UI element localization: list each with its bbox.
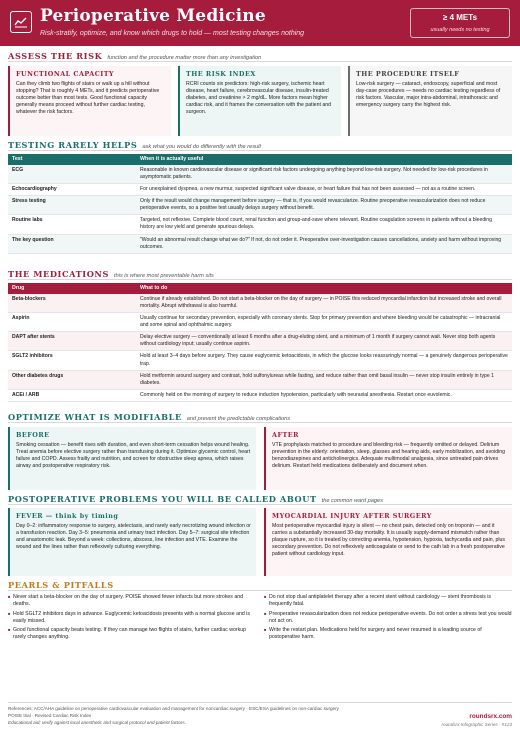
list-item: ■ Good functional capacity beats testing. If they can manage two flights of stairs, further cardiac workup rarely changes anything. (8, 627, 256, 641)
section-subtitle: ask what you would do differently with the result (142, 144, 261, 150)
table-row (8, 332, 512, 351)
card-text: Day 0–2: inflammatory response to surgery, atelectasis, and rarely early necrotizing wound infection or a transfusion reaction. Day 3–5: pneumonia and urinary tract infection. Day 5–7: surgical site infection and anastomotic leak. Beyond a week: collections, abscess, line infection and VTE. Examine the wound and the lines rather than reflexively culturing everything. (16, 522, 251, 551)
page-title: Perioperative Medicine (40, 6, 266, 26)
section-title: POSTOPERATIVE PROBLEMS YOU WILL BE CALLED ABOUT (8, 494, 317, 504)
card-title: AFTER (272, 431, 299, 439)
badge-sub: usually needs no testing (430, 26, 490, 33)
table-row (8, 389, 512, 401)
card-title: THE PROCEDURE ITSELF (356, 70, 460, 78)
card-text: VTE prophylaxis matched to procedure and bleeding risk — frequently omitted or delayed. Delirium prevention in the elderly: orientation, sleep, glasses and hearing aids, early mobilization, and avoiding benzodiazepines and anticholinergics. Adequate multimodal analgesia, since untreated pain drives delirium. Restart held medications deliberately and document when. (272, 441, 506, 470)
cell-action: Commonly held on the morning of surgery to reduce induction hypotension, particularly with neuraxial anesthesia. Restart once euvolemic. (136, 389, 512, 401)
list-item: ■ Write the restart plan. Medications held for surgery and never resumed is a leading source of postoperative harm. (264, 627, 512, 641)
card-text: Can they climb two flights of stairs or walk up a hill without stopping? That is roughly 4 METs, and it predicts perioperative outcome better than most tests. Good functional capacity generally means proceed without further cardiac testing, whatever the risk factors. (16, 80, 160, 116)
card-mins (264, 508, 512, 576)
section-subtitle: this is where most preventable harm sits (114, 273, 214, 279)
cell-action: Hold at least 3–4 days before surgery. They cause euglycemic ketoacidosis, in which the glucose looks reassuringly normal — a genuinely dangerous perioperative trap. (136, 351, 512, 370)
section-subtitle: function and the procedure matter more than any investigation (107, 55, 262, 61)
section-subtitle: and prevent the predictable complications (186, 416, 291, 422)
cell-action: Delay elective surgery — conventionally at least 6 months after a drug-eluting stent, and a minimum of 1 month if surgery cannot wait. Never stop both agents without cardiology input; usually continue aspirin. (136, 332, 512, 351)
pitfalls-right-list (264, 594, 512, 644)
references: References: ACC/AHA guideline on perioperative cardiovascular evaluation and management for noncardiac surgery · ESC/ESA guidelines on non-cardiac surgery (8, 706, 339, 711)
cell-drug: ACEi / ARB (8, 389, 136, 401)
cell-drug: SGLT2 inhibitors (8, 351, 136, 370)
clipboard-chart-icon (10, 11, 32, 33)
page-subtitle: Risk-stratify, optimize, and know which drugs to hold — most testing changes nothing (40, 30, 305, 37)
list-item: ■ Never start a beta-blocker on the day of surgery. POISE showed fewer infarcts but more strokes and deaths. (8, 594, 256, 608)
section-title: ASSESS THE RISK (8, 51, 103, 61)
cell-use: "Would an abnormal result change what we do?" If not, do not order it. Preoperative over-investigation causes cancellations, anxiety and harm without improving outcomes. (136, 234, 512, 253)
section-title: THE MEDICATIONS (8, 269, 110, 279)
section-assess-heading (8, 51, 512, 62)
cell-drug: Aspirin (8, 312, 136, 331)
section-pitfalls-heading (8, 580, 512, 591)
card-title: THE RISK INDEX (186, 70, 256, 78)
cell-drug: DAPT after stents (8, 332, 136, 351)
card-fever (8, 508, 256, 576)
table-row (8, 196, 512, 215)
cell-test: Routine labs (8, 215, 136, 234)
card-title: MYOCARDIAL INJURY AFTER SURGERY (272, 512, 432, 520)
cell-action: Usually continue for secondary prevention, especially with coronary stents. Stop for primary prevention and where bleeding would be catastrophic — intracranial and some spinal and ophthalmic surgery. (136, 312, 512, 331)
testing-table (8, 154, 512, 254)
list-item: ■ Do not stop dual antiplatelet therapy after a recent stent without cardiology — stent thrombosis is frequently fatal. (264, 594, 512, 608)
cell-use: For unexplained dyspnea, a new murmur, suspected significant valve disease, or heart failure that has not been assessed — not as a routine screen. (136, 183, 512, 195)
column-header: Test (8, 154, 136, 165)
brand-link[interactable]: roundsrx.com (469, 713, 512, 720)
section-subtitle: the common ward pages (321, 498, 383, 504)
card-text: Smoking cessation — benefit rises with duration, and even short-term cessation helps wound healing. Treat anemia before elective surgery rather than transfusing during it. Optimize glycemic control, heart failure and COPD. Assess frailty and nutrition, and screen for obstructive sleep apnea, which raises airway and postoperative respiratory risk. (16, 441, 251, 470)
page-header (0, 0, 520, 46)
column-header: When it is actually useful (136, 154, 512, 165)
cell-action: Hold metformin around surgery and contrast, hold sulfonylureas while fasting, and reduce rather than omit basal insulin — never stop insulin entirely in type 1 diabetes. (136, 370, 512, 389)
cell-use: Reasonable in known cardiovascular disease or significant risk factors undergoing anything beyond low-risk surgery. Not needed for low-risk procedures in asymptomatic patients. (136, 165, 512, 184)
cell-test: Stress testing (8, 196, 136, 215)
card-text: Most perioperative myocardial injury is silent — no chest pain, detected only on troponin — and it carries a substantially increased 30-day mortality. It is usually supply-demand mismatch rather than plaque rupture, so it is treated by correcting anemia, hypotension, hypoxia, tachycardia and pain, plus secondary prevention. Do not reflexively anticoagulate or send to the cath lab in a fresh postoperative patient without cardiology input. (272, 522, 505, 558)
table-row (8, 183, 512, 195)
cell-use: Only if the result would change management before surgery — that is, if you would revascularize. Routine preoperative revascularization does not reduce perioperative events, so a positive test usually delays surgery without benefit. (136, 196, 512, 215)
cell-test: ECG (8, 165, 136, 184)
references-secondary: POISE trial · Revised Cardiac Risk Index (8, 713, 92, 718)
card-text: RCRI counts six predictors: high-risk surgery, ischemic heart disease, heart failure, cerebrovascular disease, insulin-treated diabetes, and creatinine > 2 mg/dL. More factors mean higher cardiac risk, and it frames the conversation with the patient and surgeon. (186, 80, 332, 116)
pitfalls-left-list (8, 594, 256, 644)
cell-use: Targeted, not reflexive. Complete blood count, renal function and group-and-save where relevant. Routine coagulation screens in patients without a bleeding history are low yield and generate spurious delays. (136, 215, 512, 234)
section-title: TESTING RARELY HELPS (8, 140, 138, 150)
medications-table (8, 283, 512, 402)
card-functional-capacity (8, 66, 171, 136)
cell-test: Echocardiography (8, 183, 136, 195)
table-row (8, 312, 512, 331)
table-row (8, 370, 512, 389)
cell-action: Continue if already established. Do not start a beta-blocker on the day of surgery — in POISE this reduced myocardial infarction but increased stroke and overall mortality. Abrupt withdrawal is also harmful. (136, 294, 512, 313)
card-after (264, 427, 512, 490)
card-title: FEVER — think by timing (16, 512, 119, 520)
card-procedure (348, 66, 512, 136)
column-header: What to do (136, 283, 512, 294)
disclaimer: Educational aid; verify against local anesthetic and surgical protocol and patient factors. (8, 720, 186, 725)
section-optimize-heading (8, 412, 512, 423)
cell-test: The key question (8, 234, 136, 253)
list-item: ■ Hold SGLT2 inhibitors days in advance. Euglycemic ketoacidosis presents with a normal glucose and is easily missed. (8, 611, 256, 625)
page-footer (8, 702, 512, 732)
section-meds-heading (8, 269, 512, 280)
cell-drug: Beta-blockers (8, 294, 136, 313)
section-title: OPTIMIZE WHAT IS MODIFIABLE (8, 412, 182, 422)
card-text: Low-risk surgery — cataract, endoscopy, superficial and most day-case procedures — needs no cardiac testing regardless of risk factors. Vascular, major intra-abdominal, intrathoracic and emergency surgery carry the highest risk. (356, 80, 501, 109)
card-before (8, 427, 256, 490)
card-title: BEFORE (16, 431, 50, 439)
list-item: ■ Preoperative revascularization does not reduce perioperative events. Do not order a stress test you would not act on. (264, 611, 512, 625)
card-risk-index (178, 66, 341, 136)
table-row (8, 234, 512, 253)
section-testing-heading (8, 140, 512, 151)
section-title: PEARLS & PITFALLS (8, 580, 114, 590)
cell-drug: Other diabetes drugs (8, 370, 136, 389)
table-row (8, 215, 512, 234)
table-row (8, 294, 512, 313)
badge-main: ≥ 4 METs (442, 13, 478, 22)
mets-badge (410, 8, 510, 38)
column-header: Drug (8, 283, 136, 294)
card-title: FUNCTIONAL CAPACITY (16, 70, 115, 78)
section-postop-heading (8, 494, 512, 505)
table-row (8, 351, 512, 370)
table-row (8, 165, 512, 184)
series-label: roundsrx Infographic Series · #123 (441, 722, 512, 727)
